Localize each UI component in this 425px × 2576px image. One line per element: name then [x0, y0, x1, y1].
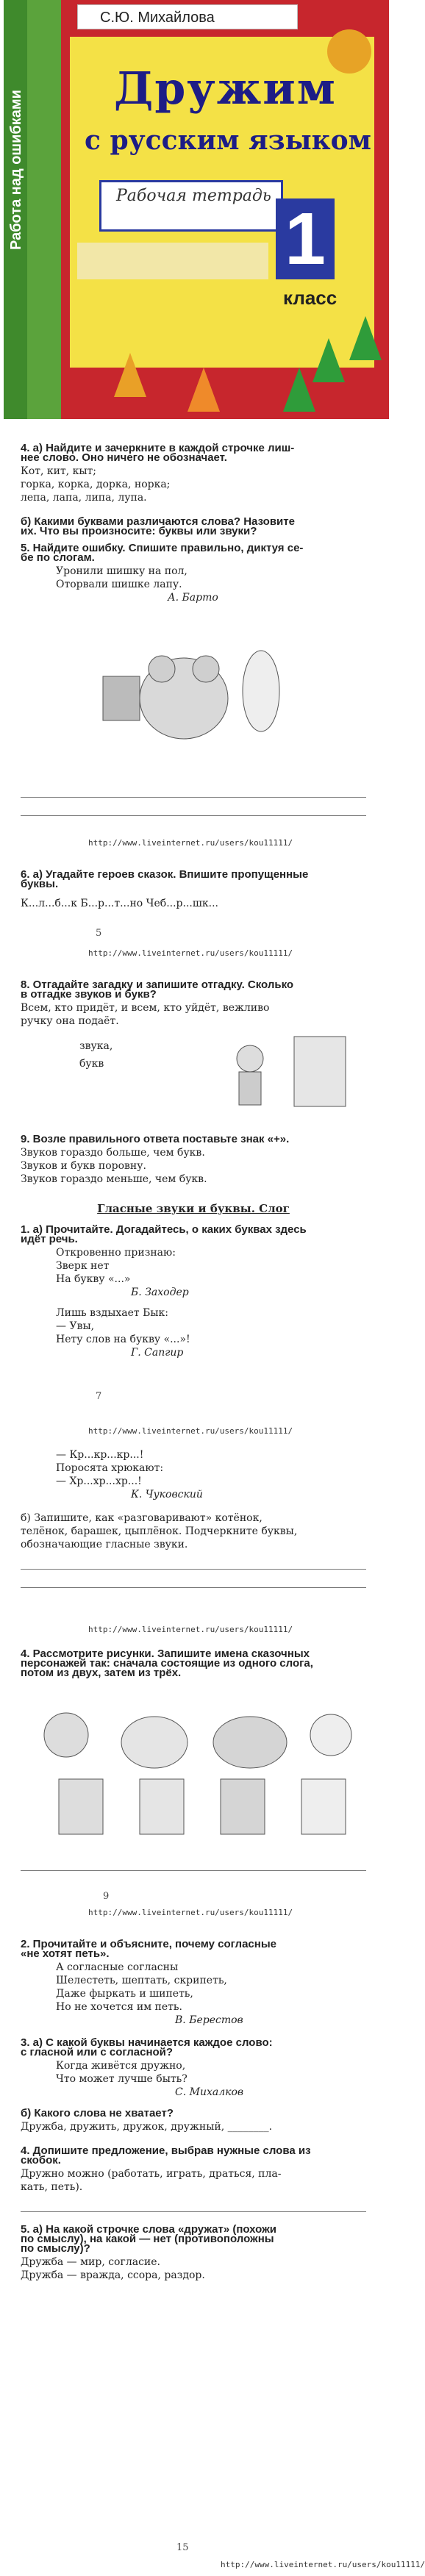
- poem-line: — Хр...хр...хр...!: [56, 1475, 142, 1487]
- word-line: лепа, лапа, липа, лупа.: [21, 492, 147, 504]
- question-4-cont: скобок.: [21, 2154, 61, 2167]
- fairy-tale-heroes: К...л...б...к Б...р...т...но Чеб...р...шк...: [21, 898, 218, 909]
- question-3: 3. а) С какой буквы начинается каждое слово:: [21, 2036, 273, 2049]
- book-cover: [4, 0, 389, 419]
- tree-icon: [188, 368, 220, 412]
- question-6-cont: буквы.: [21, 878, 59, 890]
- question-2-cont: «не хотят петь».: [21, 1947, 110, 1960]
- question-1b-cont: телёнок, барашек, цыплёнок. Подчеркните буквы,: [21, 1525, 298, 1537]
- word-line: Дружба, дружить, дружок, дружный, ________.: [21, 2121, 273, 2133]
- tree-icon: [312, 338, 345, 382]
- poem-author: Б. Заходер: [131, 1287, 189, 1298]
- source-url: http://www.liveinternet.ru/users/kou11111/: [88, 948, 293, 958]
- word-line: Кот, кит, кыт;: [21, 465, 96, 477]
- question-2: 2. Прочитайте и объясните, почему согласные: [21, 1938, 276, 1950]
- source-url: http://www.liveinternet.ru/users/kou11111/: [88, 1625, 293, 1634]
- word-line: Дружба — вражда, ссора, раздор.: [21, 2269, 205, 2281]
- cover-author: С.Ю. Михайлова: [77, 4, 298, 29]
- tree-icon: [349, 316, 382, 360]
- source-url: http://www.liveinternet.ru/users/kou11111/: [88, 1908, 293, 1917]
- question-8: 8. Отгадайте загадку и запишите отгадку. Сколько: [21, 978, 294, 991]
- poem-line: Оторвали шишке лапу.: [56, 579, 182, 590]
- poem-line: Нету слов на букву «...»!: [56, 1334, 190, 1345]
- question-4a: 4. а) Найдите и зачеркните в каждой строчке лиш-: [21, 442, 295, 454]
- poem-line: — Увы,: [56, 1320, 95, 1332]
- question-6: 6. а) Угадайте героев сказок. Впишите пропущенные: [21, 868, 309, 881]
- poem-line: А согласные согласны: [56, 1961, 179, 1973]
- source-url: http://www.liveinternet.ru/users/kou11111/: [221, 2560, 425, 2569]
- riddle-line: Всем, кто придёт, и всем, кто уйдёт, вежливо: [21, 1002, 270, 1014]
- question-3-cont: с гласной или с согласной?: [21, 2046, 174, 2058]
- question-4-cont: потом из двух, затем из трёх.: [21, 1667, 182, 1679]
- poem-line: Поросята хрюкают:: [56, 1462, 164, 1474]
- page-number: 15: [176, 2542, 189, 2553]
- poem-line: Зверк нет: [56, 1260, 110, 1272]
- cover-side-text: Работа над ошибками: [8, 90, 24, 250]
- exercise-page-6: [21, 1937, 366, 2282]
- exercise-page-4: [21, 1448, 366, 1594]
- question-9: 9. Возле правильного ответа поставьте знак «+».: [21, 1133, 290, 1145]
- exercise-page-2: [21, 867, 366, 910]
- answer-line[interactable]: [21, 2200, 366, 2212]
- page-number: 7: [96, 1391, 102, 1402]
- answer-line[interactable]: [21, 1575, 366, 1588]
- poem-line: Шелестеть, шептать, скрипеть,: [56, 1975, 227, 1986]
- poem-line: Откровенно признаю:: [56, 1247, 176, 1259]
- word-line: Дружба — мир, согласие.: [21, 2256, 160, 2268]
- exercise-9: [21, 1132, 366, 1359]
- poem-author: К. Чуковский: [131, 1489, 203, 1500]
- answer-option[interactable]: Звуков и букв поровну.: [21, 1160, 146, 1172]
- question-1b: б) Запишите, как «разговаривают» котёнок,: [21, 1512, 262, 1524]
- answer-line[interactable]: [21, 785, 366, 798]
- question-4b-cont: их. Что вы произносите: буквы или звуки?: [21, 525, 257, 537]
- tree-icon: [283, 368, 315, 412]
- tree-icon: [114, 353, 146, 397]
- poem-author: С. Михалков: [175, 2086, 244, 2098]
- poem-line: Когда живётся дружно,: [56, 2060, 186, 2072]
- answer-lines: [21, 779, 366, 822]
- question-4-cont: персонажей так: сначала состоящие из одного слога,: [21, 1657, 313, 1670]
- letters-label: букв: [79, 1058, 104, 1070]
- question-5-cont: по смыслу), на какой — нет (противоположны: [21, 2233, 274, 2245]
- answer-line[interactable]: [21, 1858, 366, 1871]
- answer-option[interactable]: Звуков гораздо меньше, чем букв.: [21, 1173, 207, 1185]
- cover-subtitle: Рабочая тетрадь: [99, 180, 283, 232]
- exercise-page-1: [21, 441, 366, 604]
- question-8-cont: в отгадке звуков и букв?: [21, 988, 157, 1001]
- poem-line: Но не хочется им петь.: [56, 2001, 182, 2013]
- poem-line: На букву «...»: [56, 1273, 131, 1285]
- question-5: 5. а) На какой строчке слова «дружат» (похожи: [21, 2223, 276, 2236]
- answer-line[interactable]: [21, 1557, 366, 1570]
- question-5-cont: по смыслу)?: [21, 2242, 90, 2255]
- poem-line: Уронили шишку на пол,: [56, 565, 188, 577]
- question-4: 4. Рассмотрите рисунки. Запишите имена сказочных: [21, 1647, 310, 1660]
- source-url: http://www.liveinternet.ru/users/kou11111/: [88, 838, 293, 848]
- question-4a-cont: нее слово. Оно ничего не обозначает.: [21, 451, 227, 464]
- question-1b-cont: обозначающие гласные звуки.: [21, 1539, 188, 1550]
- poem-author: А. Барто: [168, 592, 218, 604]
- poem-line: Что может лучше быть?: [56, 2073, 188, 2085]
- word-line: горка, корка, дорка, норка;: [21, 479, 171, 490]
- poem-author: Г. Сапгир: [131, 1347, 184, 1359]
- riddle-line: ручку она подаёт.: [21, 1015, 119, 1027]
- poem-line: — Кр...кр...кр...!: [56, 1449, 144, 1461]
- section-heading: Гласные звуки и буквы. Слог: [97, 1202, 290, 1215]
- riddle-illustration: [206, 1029, 368, 1117]
- poem-line: Даже фыркать и шипеть,: [56, 1988, 193, 2000]
- question-4: 4. Допишите предложение, выбрав нужные слова из: [21, 2144, 311, 2157]
- answer-option[interactable]: Звуков гораздо больше, чем букв.: [21, 1147, 205, 1159]
- question-5: 5. Найдите ошибку. Спишите правильно, диктуя се-: [21, 542, 304, 554]
- bear-illustration: [81, 610, 301, 757]
- poem-author: В. Берестов: [175, 2014, 243, 2026]
- cover-grade-number: 1: [276, 198, 335, 279]
- cover-title-line2: с русским языком: [85, 125, 371, 156]
- sentence-line: кать, петь).: [21, 2181, 83, 2193]
- page-number: 9: [103, 1891, 110, 1902]
- cover-letters-strip: [77, 243, 268, 279]
- sounds-label: звука,: [79, 1040, 113, 1052]
- question-1-cont: идёт речь.: [21, 1233, 78, 1245]
- sentence-line: Дружно можно (работать, играть, драться, пла-: [21, 2168, 282, 2180]
- question-1: 1. а) Прочитайте. Догадайтесь, о каких буквах здесь: [21, 1223, 307, 1236]
- question-3b: б) Какого слова не хватает?: [21, 2107, 174, 2119]
- cover-grade-word: класс: [283, 287, 338, 309]
- exercise-page-5: [21, 1647, 366, 1680]
- fairy-characters-illustration: [29, 1698, 360, 1838]
- page-number: 5: [96, 928, 102, 939]
- poem-line: Лишь вздыхает Бык:: [56, 1307, 169, 1319]
- source-url: http://www.liveinternet.ru/users/kou11111/: [88, 1426, 293, 1436]
- answer-lines: [21, 1853, 366, 1877]
- question-5-cont: бе по слогам.: [21, 551, 95, 564]
- answer-line[interactable]: [21, 804, 366, 816]
- cover-title: Дружим: [114, 63, 337, 115]
- question-4b: б) Какими буквами различаются слова? Назовите: [21, 515, 295, 528]
